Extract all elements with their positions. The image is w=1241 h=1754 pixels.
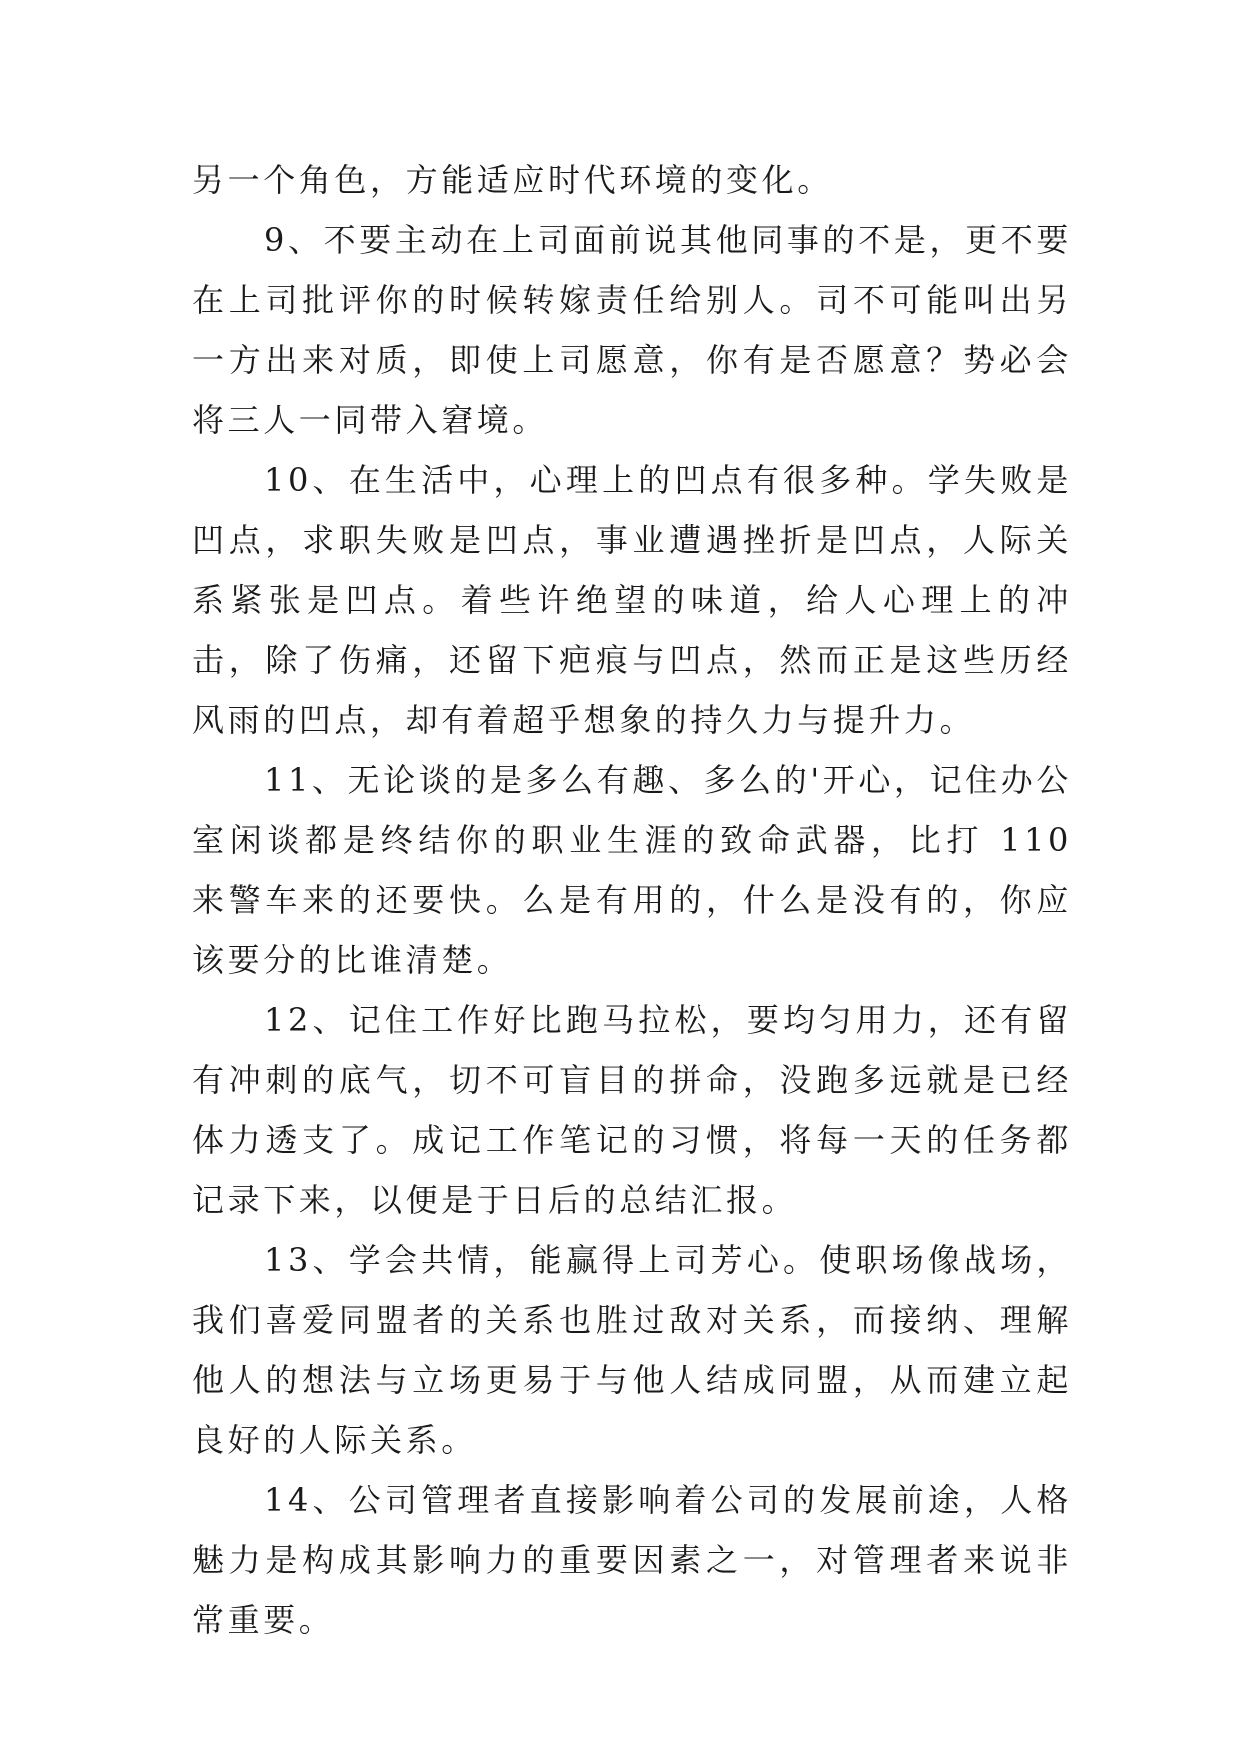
paragraph-14: 14、公司管理者直接影响着公司的发展前途，人格魅力是构成其影响力的重要因素之一，对管理者来说非常重要。 — [192, 1481, 1072, 1639]
paragraph-13: 13、学会共情，能赢得上司芳心。使职场像战场，我们喜爱同盟者的关系也胜过敌对关系，而接纳、理解他人的想法与立场更易于与他人结成同盟，从而建立起良好的人际关系。 — [192, 1241, 1072, 1459]
paragraph-10: 10、在生活中，心理上的凹点有很多种。学失败是凹点，求职失败是凹点，事业遭遇挫折是凹点，人际关系紧张是凹点。着些许绝望的味道，给人心理上的冲击，除了伤痛，还留下疤痕与凹点，然而正是这些历经风雨的凹点，却有着超乎想象的持久力与提升力。 — [192, 461, 1072, 739]
paragraph-9: 9、不要主动在上司面前说其他同事的不是，更不要在上司批评你的时候转嫁责任给别人。司不可能叫出另一方出来对质，即使上司愿意，你有是否愿意？势必会将三人一同带入窘境。 — [192, 221, 1072, 439]
paragraph-8-continuation: 另一个角色，方能适应时代环境的变化。 — [192, 161, 833, 199]
document-body — [192, 150, 1072, 1650]
paragraph-11: 11、无论谈的是多么有趣、多么的'开心，记住办公室闲谈都是终结你的职业生涯的致命武器，比打 110 来警车来的还要快。么是有用的，什么是没有的，你应该要分的比谁清楚。 — [192, 761, 1072, 979]
paragraph-12: 12、记住工作好比跑马拉松，要均匀用力，还有留有冲刺的底气，切不可盲目的拼命，没跑多远就是已经体力透支了。成记工作笔记的习惯，将每一天的任务都记录下来，以便是于日后的总结汇报。 — [192, 1001, 1072, 1219]
